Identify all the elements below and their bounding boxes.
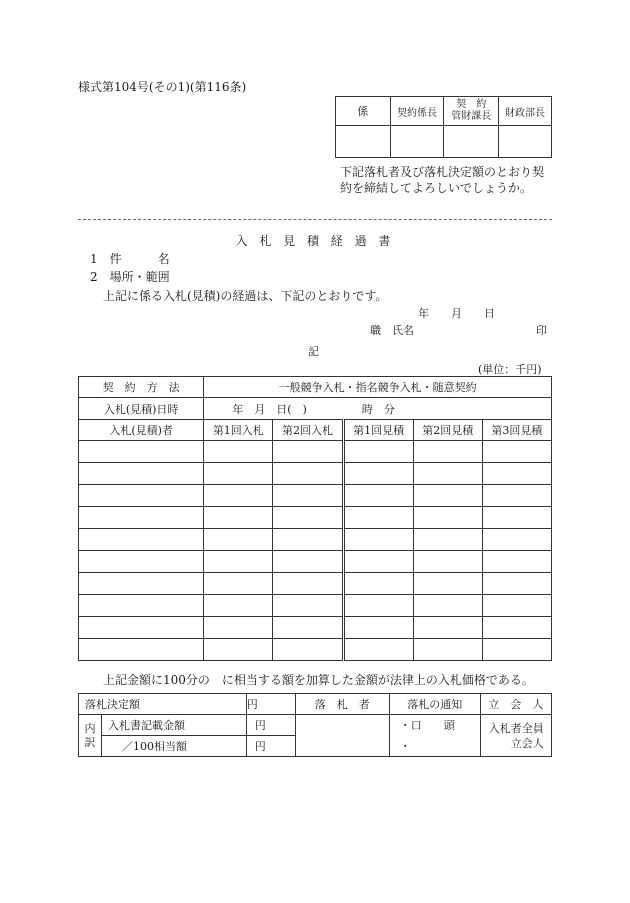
bidder-cell[interactable] [79, 463, 204, 485]
witness-all-bidders: 入札者全員 [488, 721, 544, 735]
amount-cell[interactable] [273, 485, 343, 507]
amount-cell[interactable] [204, 529, 273, 551]
amount-cell[interactable] [413, 463, 482, 485]
amount-cell[interactable] [343, 463, 413, 485]
approval-header-zaisei-bucho: 財政部長 [499, 97, 552, 126]
witness-cell [480, 715, 551, 757]
amount-cell[interactable] [273, 573, 343, 595]
amount-cell[interactable] [482, 529, 551, 551]
amount-cell[interactable] [273, 463, 343, 485]
witness-person: 立会人 [510, 736, 544, 750]
approval-table [335, 96, 552, 158]
amount-cell[interactable] [343, 485, 413, 507]
col-header-bid2: 第2回入札 [273, 420, 343, 441]
amount-cell[interactable] [204, 573, 273, 595]
breakdown-ratio-label: ／100相当額 [102, 736, 247, 757]
breakdown-bid-amount-label: 入札書記載金額 [102, 715, 247, 736]
notice-other: ・ [389, 736, 480, 757]
amount-cell[interactable] [482, 485, 551, 507]
amount-cell[interactable] [343, 595, 413, 617]
witness-label: 立 会 人 [480, 694, 551, 715]
amount-cell[interactable] [343, 573, 413, 595]
amount-cell[interactable] [482, 573, 551, 595]
winner-label: 落 札 者 [295, 694, 389, 715]
col-header-est3: 第3回見積 [482, 420, 551, 441]
bid-row [79, 507, 552, 529]
amount-cell[interactable] [204, 639, 273, 661]
bid-rows [79, 441, 552, 661]
breakdown-label: 内 訳 [79, 715, 102, 757]
amount-cell[interactable] [273, 507, 343, 529]
bid-row [79, 639, 552, 661]
amount-cell[interactable] [413, 639, 482, 661]
method-label: 契 約 方 法 [79, 377, 204, 398]
amount-cell[interactable] [204, 617, 273, 639]
amount-cell[interactable] [413, 441, 482, 463]
award-table [78, 693, 552, 757]
amount-cell[interactable] [413, 485, 482, 507]
bidder-cell[interactable] [79, 485, 204, 507]
amount-cell[interactable] [273, 551, 343, 573]
amount-cell[interactable] [204, 551, 273, 573]
amount-cell[interactable] [482, 551, 551, 573]
bid-row [79, 441, 552, 463]
cut-line [78, 219, 552, 220]
bid-row [79, 595, 552, 617]
amount-cell[interactable] [343, 507, 413, 529]
amount-cell[interactable] [343, 551, 413, 573]
doc-title: 入 札 見 積 経 過 書 [235, 234, 395, 248]
bidder-cell[interactable] [79, 595, 204, 617]
amount-cell[interactable] [413, 617, 482, 639]
unit-label: (単位：千円) [478, 363, 542, 376]
approval-note [340, 164, 544, 196]
col-header-bidder: 入札(見積)者 [79, 420, 204, 441]
amount-cell[interactable] [204, 507, 273, 529]
price-note: 上記金額に100分の に相当する額を加算した金額が法律上の入札価格である。 [103, 673, 534, 687]
approval-stamp-cell[interactable] [499, 126, 552, 158]
method-value[interactable]: 一般競争入札・指名競争入札・随意契約 [204, 377, 552, 398]
breakdown-ratio-yen: 円 [246, 736, 295, 757]
amount-cell[interactable] [273, 529, 343, 551]
amount-cell[interactable] [273, 639, 343, 661]
amount-cell[interactable] [482, 639, 551, 661]
bid-table [78, 376, 552, 661]
amount-cell[interactable] [204, 485, 273, 507]
amount-cell[interactable] [413, 551, 482, 573]
bid-row [79, 617, 552, 639]
amount-cell[interactable] [413, 507, 482, 529]
approval-note-line: 下記落札者及び落札決定額のとおり契 [340, 165, 545, 179]
amount-cell[interactable] [273, 595, 343, 617]
bidder-cell[interactable] [79, 617, 204, 639]
bidder-cell[interactable] [79, 529, 204, 551]
amount-cell[interactable] [482, 595, 551, 617]
amount-cell[interactable] [204, 595, 273, 617]
amount-cell[interactable] [204, 463, 273, 485]
col-header-bid1: 第1回入札 [204, 420, 273, 441]
bid-row [79, 529, 552, 551]
amount-cell[interactable] [482, 463, 551, 485]
amount-cell[interactable] [343, 529, 413, 551]
bid-row [79, 485, 552, 507]
amount-cell[interactable] [343, 617, 413, 639]
breakdown-bid-amount-yen: 円 [246, 715, 295, 736]
datetime-value[interactable]: 年 月 日( ) 時 分 [204, 398, 552, 420]
bidder-cell[interactable] [79, 639, 204, 661]
amount-cell[interactable] [273, 617, 343, 639]
amount-cell[interactable] [482, 617, 551, 639]
item-subject: 1 件 名 [90, 252, 170, 266]
col-header-est2: 第2回見積 [413, 420, 482, 441]
bid-row [79, 573, 552, 595]
amount-cell[interactable] [482, 507, 551, 529]
date-line: 年 月 日 [418, 307, 495, 320]
bidder-cell[interactable] [79, 573, 204, 595]
name-line: 職 氏名 [370, 324, 414, 337]
ki-mark: 記 [308, 345, 319, 358]
amount-cell[interactable] [343, 639, 413, 661]
amount-cell[interactable] [413, 529, 482, 551]
approval-stamp-cell[interactable] [336, 126, 391, 158]
approval-header-kanzai-kacho: 契 約 管財課長 [444, 97, 499, 126]
bidder-cell[interactable] [79, 507, 204, 529]
amount-cell[interactable] [482, 441, 551, 463]
bidder-cell[interactable] [79, 551, 204, 573]
bid-row [79, 463, 552, 485]
item-place: 2 場所・範囲 [90, 270, 170, 284]
approval-header-kakari: 係 [336, 97, 391, 126]
award-amount-label: 落札決定額 [79, 694, 247, 715]
datetime-label: 入札(見積)日時 [79, 398, 204, 420]
approval-stamp-cell[interactable] [444, 126, 499, 158]
winner-cell[interactable] [295, 715, 389, 757]
approval-header-keiyaku-kakaricho: 契約係長 [390, 97, 444, 126]
approval-note-line: 約を締結してよろしいでしょうか。 [340, 181, 533, 195]
form-number: 様式第104号(その1)(第116条) [78, 80, 247, 94]
approval-stamp-cell[interactable] [390, 126, 444, 158]
award-yen: 円 [246, 694, 295, 715]
bidder-cell[interactable] [79, 441, 204, 463]
intro-text: 上記に係る入札(見積)の経過は、下記のとおりです。 [103, 289, 388, 303]
seal-mark: 印 [536, 324, 547, 337]
notice-oral: ・口 頭 [389, 715, 480, 736]
amount-cell[interactable] [413, 595, 482, 617]
bid-row [79, 551, 552, 573]
amount-cell[interactable] [204, 441, 273, 463]
amount-cell[interactable] [413, 573, 482, 595]
notice-label: 落札の通知 [389, 694, 480, 715]
col-header-est1: 第1回見積 [343, 420, 413, 441]
amount-cell[interactable] [273, 441, 343, 463]
amount-cell[interactable] [343, 441, 413, 463]
